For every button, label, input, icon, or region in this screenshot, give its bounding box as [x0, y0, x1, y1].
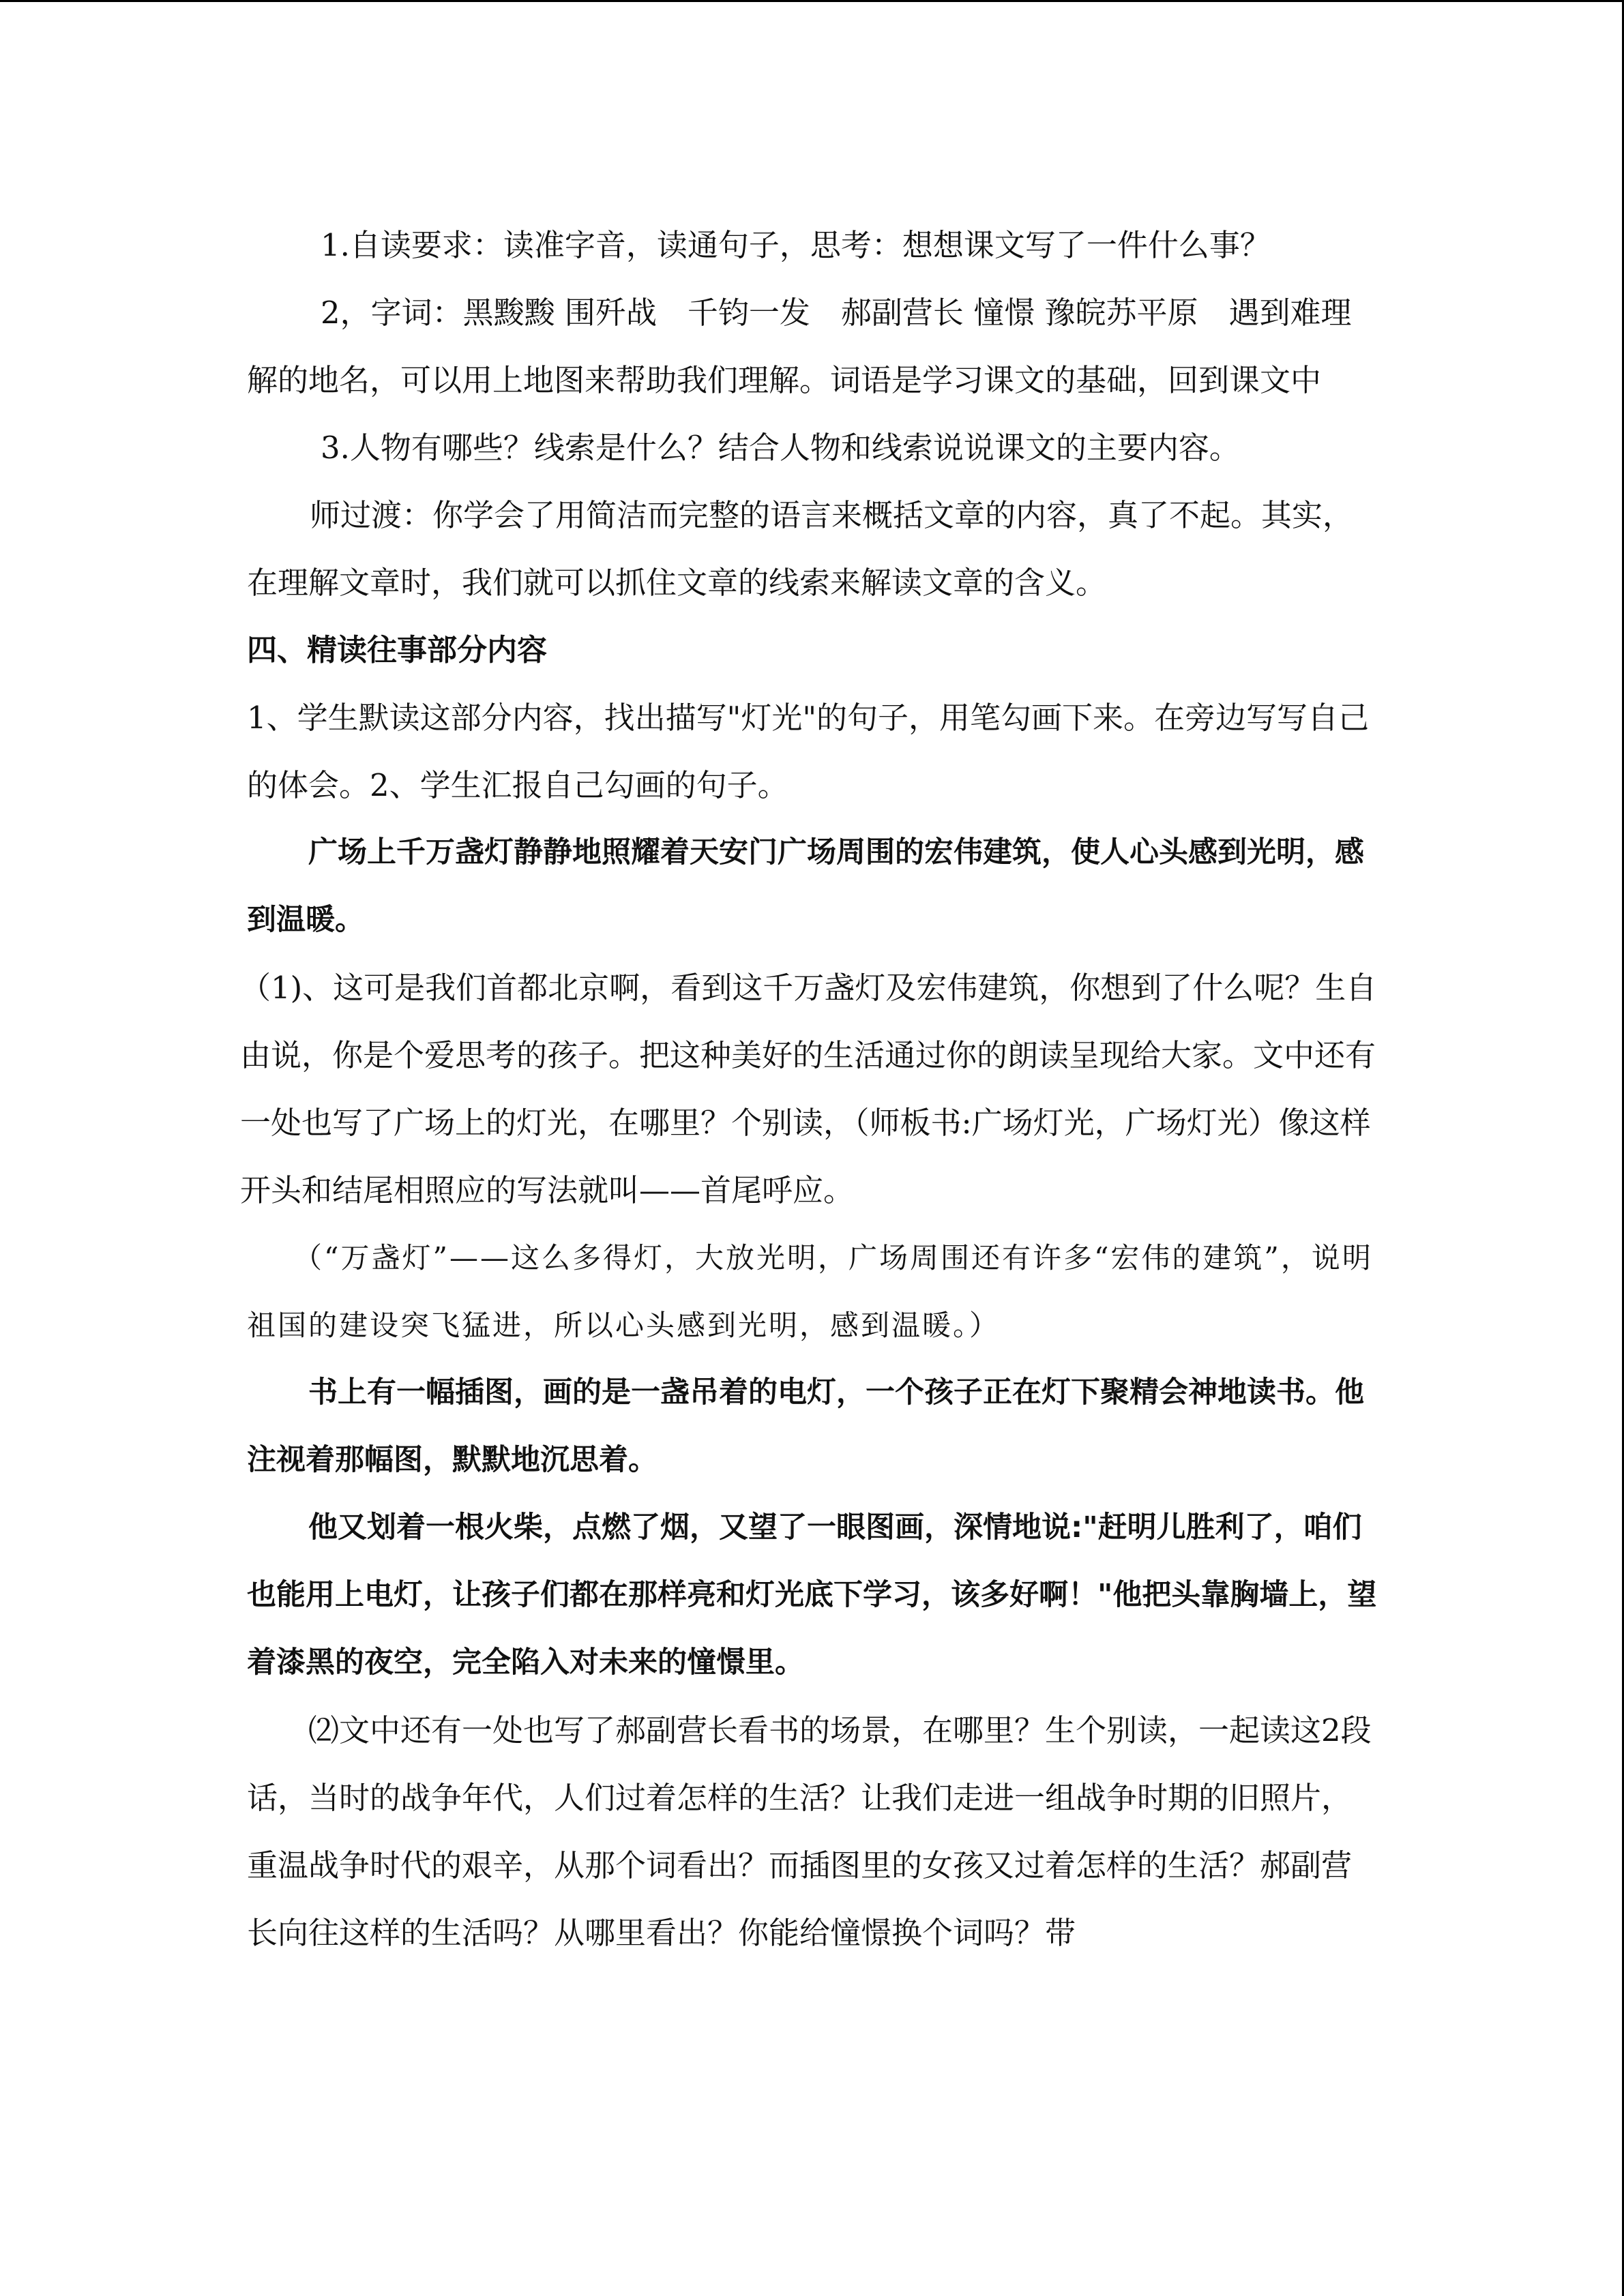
top-border-line — [0, 0, 1624, 2]
paragraph-silent-reading: 1、学生默读这部分内容，找出描写"灯光"的句子，用笔勾画下来。在旁边写写自己的体会。2、学生汇报自己勾画的句子。 — [247, 700, 1370, 803]
paragraph-characters: 3.人物有哪些？线索是什么？结合人物和线索说说课文的主要内容。 — [321, 430, 1240, 466]
quote-deputy-commander: 他又划着一根火柴，点燃了烟，又望了一眼图画，深情地说:"赶明儿胜利了，咱们也能用上电灯，让孩子们都在那样亮和灯光底下学习，该多好啊！"他把头靠胸墙上，望着漆黑的夜空，完全陷入对未来的憧憬里。 — [247, 1510, 1377, 1680]
quote-square-lights: 广场上千万盏灯静静地照耀着天安门广场周围的宏伟建筑，使人心头感到光明，感到温暖。 — [247, 835, 1364, 937]
document-page — [240, 211, 1379, 1967]
quote-book-illustration: 书上有一幅插图，画的是一盏吊着的电灯，一个孩子正在灯下聚精会神地读书。他注视着那幅图，默默地沉思着。 — [247, 1375, 1364, 1477]
paragraph-self-reading: 1.自读要求：读准字音，读通句子，思考：想想课文写了一件什么事？ — [321, 227, 1271, 263]
paragraph-capital-discussion: （1)、这可是我们首都北京啊，看到这千万盏灯及宏伟建筑，你想到了什么呢？生自由说，你是个爱思考的孩子。把这种美好的生活通过你的朗读呈现给大家。文中还有一处也写了广场上的灯光，在哪里？个别读，（师板书:广场灯光，广场灯光）像这样开头和结尾相照应的写法就叫——首尾呼应。 — [240, 970, 1377, 1208]
paragraph-vocabulary: 2，字词：黑黢黢 围歼战 千钧一发 郝副营长 憧憬 豫皖苏平原 遇到难理解的地名，可以用上地图来帮助我们理解。词语是学习课文的基础，回到课文中 — [247, 295, 1352, 398]
paragraph-teacher-transition: 师过渡：你学会了用简洁而完整的语言来概括文章的内容，真了不起。其实，在理解文章时，我们就可以抓住文章的线索来解读文章的含义。 — [247, 497, 1354, 601]
section-heading: 四、精读往事部分内容 — [247, 633, 547, 668]
note-ten-thousand-lights: （“万盏灯”——这么多得灯，大放光明，广场周围还有许多“宏伟的建筑”，说明祖国的建设突飞猛进，所以心头感到光明，感到温暖。） — [247, 1241, 1373, 1342]
paragraph-reading-scene: ⑵文中还有一处也写了郝副营长看书的场景，在哪里？生个别读，一起读这2段话，当时的战争年代，人们过着怎样的生活？让我们走进一组战争时期的旧照片，重温战争时代的艰辛，从那个词看出？而插图里的女孩又过着怎样的生活？郝副营长向往这样的生活吗？从哪里看出？你能给憧憬换个词吗？带 — [247, 1712, 1372, 1951]
